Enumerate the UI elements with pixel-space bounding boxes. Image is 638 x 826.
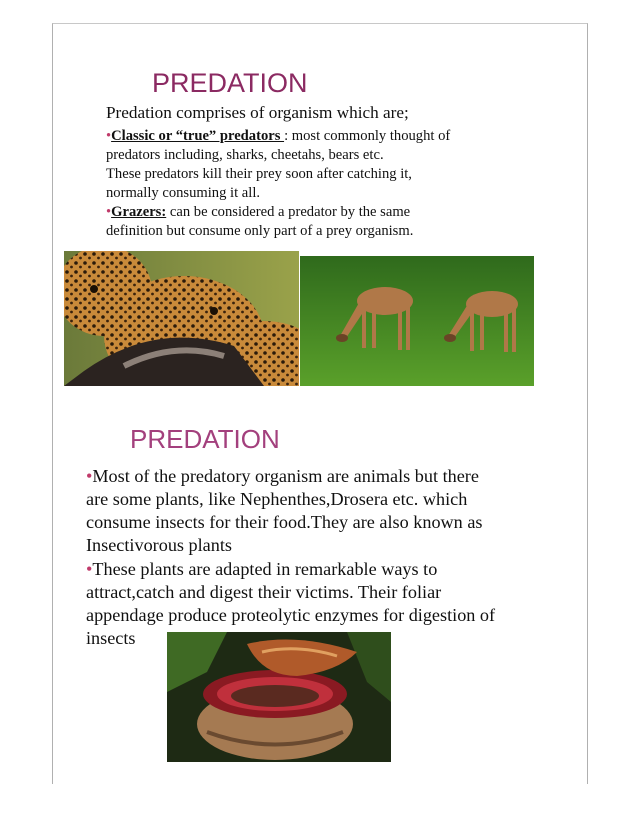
classic-predators-text: : most commonly thought of bbox=[284, 128, 451, 144]
classic-predators-label: Classic or “true” predators bbox=[111, 128, 285, 144]
classic-predators-line1 bbox=[106, 127, 450, 146]
classic-predators-line4: normally consuming it all. bbox=[106, 185, 261, 201]
grazers-text: can be considered a predator by the same bbox=[166, 204, 411, 220]
pitcher-plant-photo bbox=[167, 632, 391, 762]
grazers-line2: definition but consume only part of a prey organism. bbox=[106, 223, 414, 239]
paragraph1-line2: are some plants, like Nephenthes,Drosera etc. which bbox=[86, 489, 468, 509]
bullet-mark: • bbox=[106, 128, 112, 144]
bullet-mark: • bbox=[86, 466, 93, 486]
paragraph2-line2: attract,catch and digest their victims. Their foliar bbox=[86, 582, 442, 602]
paragraph2-line4: insects bbox=[86, 628, 136, 648]
classic-predators-line2: predators including, sharks, cheetahs, bears etc. bbox=[106, 147, 384, 163]
slide1-title: PREDATION bbox=[152, 68, 308, 98]
paragraph2-line3: appendage produce proteolytic enzymes for digestion of bbox=[86, 605, 496, 625]
grazers-line1 bbox=[106, 203, 410, 222]
classic-predators-line3: These predators kill their prey soon after catching it, bbox=[106, 166, 412, 182]
paragraph1-text: Most of the predatory organism are animals but there bbox=[92, 466, 479, 486]
paragraph1-line4: Insectivorous plants bbox=[86, 535, 232, 555]
slide1-intro: Predation comprises of organism which are; bbox=[106, 103, 409, 122]
cheetah-photo bbox=[64, 251, 299, 386]
bullet-mark: • bbox=[86, 559, 93, 579]
paragraph1-line1 bbox=[86, 465, 479, 488]
deer-photo bbox=[300, 256, 534, 386]
paragraph2-line1 bbox=[86, 558, 437, 581]
slide2-title: PREDATION bbox=[130, 424, 280, 454]
bullet-mark: • bbox=[106, 204, 112, 220]
grazers-label: Grazers: bbox=[111, 204, 167, 220]
paragraph1-line3: consume insects for their food.They are also known as bbox=[86, 512, 483, 532]
paragraph2-text: These plants are adapted in remarkable ways to bbox=[92, 559, 438, 579]
